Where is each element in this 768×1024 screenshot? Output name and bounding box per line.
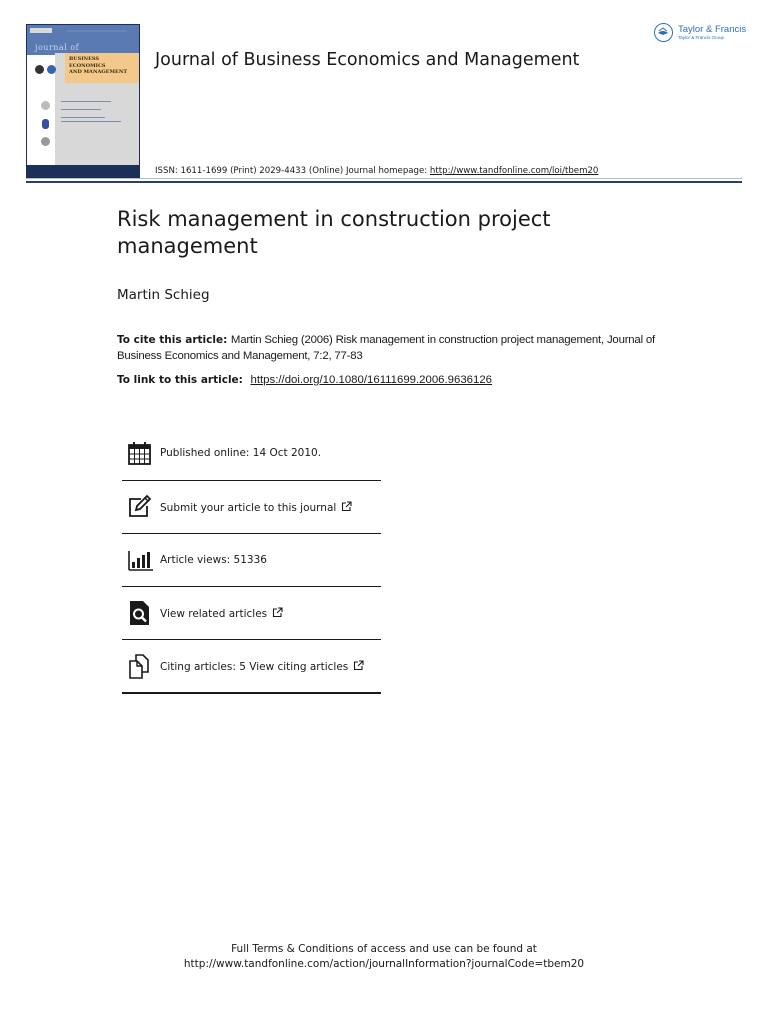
bar-chart-icon [127, 547, 153, 573]
info-article-views [122, 534, 381, 586]
external-link-icon [341, 501, 352, 512]
edit-icon [127, 494, 153, 520]
journal-homepage-link[interactable]: http://www.tandfonline.com/loi/tbem20 [429, 166, 599, 176]
issn-text: ISSN: 1611-1699 (Print) 2029-4433 (Online) Journal homepage: [155, 166, 430, 176]
article-title: Risk management in construction project management [117, 207, 551, 258]
doi-link[interactable]: https://doi.org/10.1080/16111699.2006.9636126 [250, 374, 493, 386]
terms-footer [0, 942, 768, 972]
cite-label: To cite this article: [117, 334, 228, 346]
info-label[interactable]: View related articles [160, 607, 283, 620]
publisher-logo[interactable] [654, 22, 754, 46]
footer-terms-link[interactable]: http://www.tandfonline.com/action/journalInformation?journalCode=tbem20 [183, 958, 585, 970]
taylor-francis-logo-icon [654, 23, 673, 42]
link-label: To link to this article: [117, 374, 243, 386]
cover-title: BUSINESS ECONOMICS AND MANAGEMENT [69, 56, 128, 76]
header-rule-thin [26, 178, 742, 179]
info-related-articles[interactable] [122, 587, 381, 639]
article-link-line [117, 372, 492, 386]
journal-title: Journal of Business Economics and Management [155, 50, 580, 70]
logo-name: Taylor & Francis [678, 24, 747, 35]
external-link-icon [272, 607, 283, 618]
info-citing-articles[interactable] [122, 640, 381, 692]
header-rule-thick [26, 181, 742, 183]
info-separator-bottom [122, 692, 381, 694]
calendar-icon [127, 440, 153, 466]
journal-cover-image [26, 24, 140, 178]
issn-line [155, 166, 598, 176]
cite-text: Martin Schieg (2006) Risk management in construction project management, Journal of Business Economics and Management, 7:2, 77-83 [117, 334, 655, 362]
info-published [122, 425, 381, 480]
info-label[interactable]: Citing articles: 5 View citing articles [160, 660, 364, 673]
search-document-icon [127, 600, 153, 626]
citing-articles-icon [127, 653, 153, 679]
cover-word: journal of [35, 43, 80, 52]
external-link-icon [353, 660, 364, 671]
footer-line-1: Full Terms & Conditions of access and use can be found at [231, 943, 537, 955]
info-label[interactable]: Submit your article to this journal [160, 501, 352, 514]
article-info-list [122, 425, 381, 694]
article-author: Martin Schieg [117, 287, 210, 303]
citation-block [117, 332, 677, 364]
info-label: Published online: 14 Oct 2010. [160, 446, 322, 459]
logo-sub: Taylor & Francis Group [678, 35, 725, 40]
info-label: Article views: 51336 [160, 554, 267, 566]
info-submit-article[interactable] [122, 481, 381, 533]
